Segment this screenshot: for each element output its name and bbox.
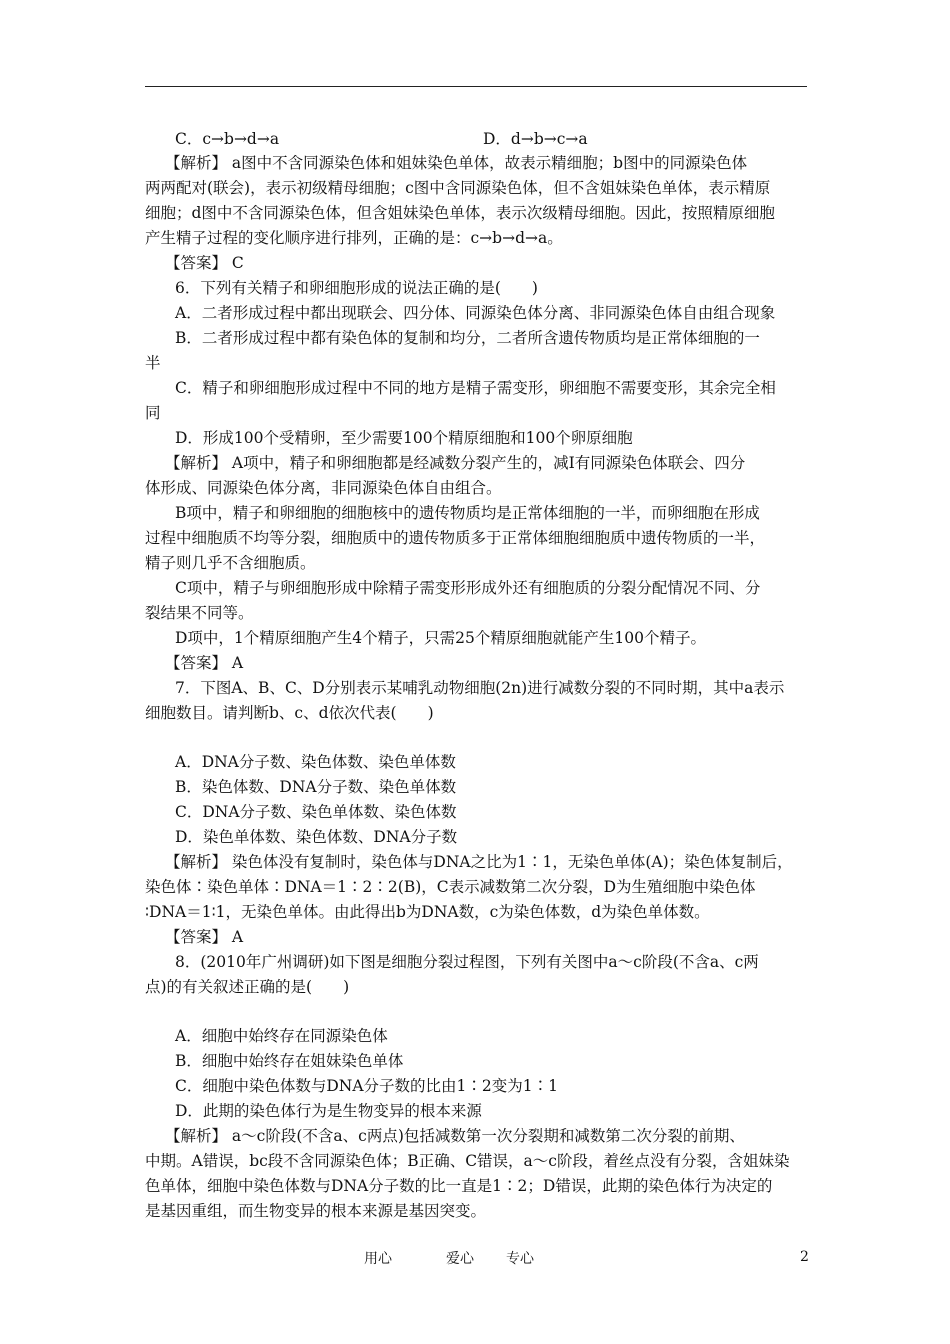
text-line: B．细胞中始终存在姐妹染色单体 [175,1052,404,1070]
footer-right: 专心 [506,1251,534,1267]
text-line: ∶DNA＝1∶1，无染色单体。由此得出b为DNA数，c为染色体数，d为染色单体数。 [145,903,710,921]
text-line: 产生精子过程的变化顺序进行排列，正确的是：c→b→d→a。 [145,229,563,247]
text-line: 8．(2010年广州调研)如下图是细胞分裂过程图，下列有关图中a～c阶段(不含a、c两 [175,953,759,971]
text-line: 【解析】 a～c阶段(不含a、c两点)包括减数第一次分裂期和减数第二次分裂的前期、 [165,1127,745,1145]
footer-middle: 爱心 [446,1251,474,1267]
text-line: C．c→b→d→a [175,130,280,148]
text-line: 精子则几乎不含细胞质。 [145,554,316,572]
text-line: 中期。A错误，bc段不含同源染色体；B正确、C错误，a～c阶段，着丝点没有分裂，含姐妹染 [145,1152,790,1170]
text-line: D．形成100个受精卵，至少需要100个精原细胞和100个卵原细胞 [175,429,633,447]
text-line: 裂结果不同等。 [145,604,254,622]
text-line: B．染色体数、DNA分子数、染色单体数 [175,778,457,796]
header-rule [145,86,807,87]
text-line: 色单体，细胞中染色体数与DNA分子数的比一直是1∶2；D错误，此期的染色体行为决定的 [145,1177,773,1195]
text-line: C．精子和卵细胞形成过程中不同的地方是精子需变形，卵细胞不需要变形，其余完全相 [175,379,776,397]
text-line: 半 [145,354,161,372]
text-line: 6．下列有关精子和卵细胞形成的说法正确的是( ) [175,279,538,297]
text-line: 点)的有关叙述正确的是( ) [145,978,350,996]
text-line: B．二者形成过程中都有染色体的复制和均分，二者所含遗传物质均是正常体细胞的一 [175,329,760,347]
text-line: C项中，精子与卵细胞形成中除精子需变形形成外还有细胞质的分裂分配情况不同、分 [175,579,761,597]
text-line: 细胞；d图中不含同源染色体，但含姐妹染色单体，表示次级精母细胞。因此，按照精原细胞 [145,204,775,222]
text-line: A．细胞中始终存在同源染色体 [175,1027,388,1045]
text-line: 7．下图A、B、C、D分别表示某哺乳动物细胞(2n)进行减数分裂的不同时期，其中a表示 [175,679,785,697]
text-line: 【答案】 A [165,654,244,672]
text-line: 染色体∶染色单体∶DNA＝1∶2∶2(B)，C表示减数第二次分裂，D为生殖细胞中染色体 [145,878,756,896]
text-line: 同 [145,404,161,422]
text-line: 两两配对(联会)，表示初级精母细胞；c图中含同源染色体，但不含姐妹染色单体，表示精原 [145,179,771,197]
text-line: 过程中细胞质不均等分裂，细胞质中的遗传物质多于正常体细胞细胞质中遗传物质的一半， [145,529,766,547]
text-line: 【解析】 a图中不含同源染色体和姐妹染色单体，故表示精细胞；b图中的同源染色体 [165,154,748,172]
text-line: A．DNA分子数、染色体数、染色单体数 [175,753,456,771]
page-number: 2 [800,1249,809,1265]
text-line: 【解析】 A项中，精子和卵细胞都是经减数分裂产生的，减Ⅰ有同源染色体联会、四分 [165,454,746,472]
text-line: C．DNA分子数、染色单体数、染色体数 [175,803,457,821]
text-line: B项中，精子和卵细胞的细胞核中的遗传物质均是正常体细胞的一半，而卵细胞在形成 [175,504,760,522]
footer-left: 用心 [364,1251,392,1267]
text-line: A．二者形成过程中都出现联会、四分体、同源染色体分离、非同源染色体自由组合现象 [175,304,776,322]
text-line: C．细胞中染色体数与DNA分子数的比由1∶2变为1∶1 [175,1077,558,1095]
text-line: D．此期的染色体行为是生物变异的根本来源 [175,1102,482,1120]
option-d-question5: D．d→b→c→a [483,130,588,148]
text-line: 【答案】 A [165,928,244,946]
text-line: 是基因重组，而生物变异的根本来源是基因突变。 [145,1202,487,1220]
text-line: 【解析】 染色体没有复制时，染色体与DNA之比为1∶1，无染色单体(A)；染色体复制后， [165,853,793,871]
text-line: 【答案】 C [165,254,244,272]
text-line: 体形成、同源染色体分离，非同源染色体自由组合。 [145,479,502,497]
text-line: D．染色单体数、染色体数、DNA分子数 [175,828,458,846]
text-line: D项中，1个精原细胞产生4个精子，只需25个精原细胞就能产生100个精子。 [175,629,706,647]
text-line: 细胞数目。请判断b、c、d依次代表( ) [145,704,434,722]
